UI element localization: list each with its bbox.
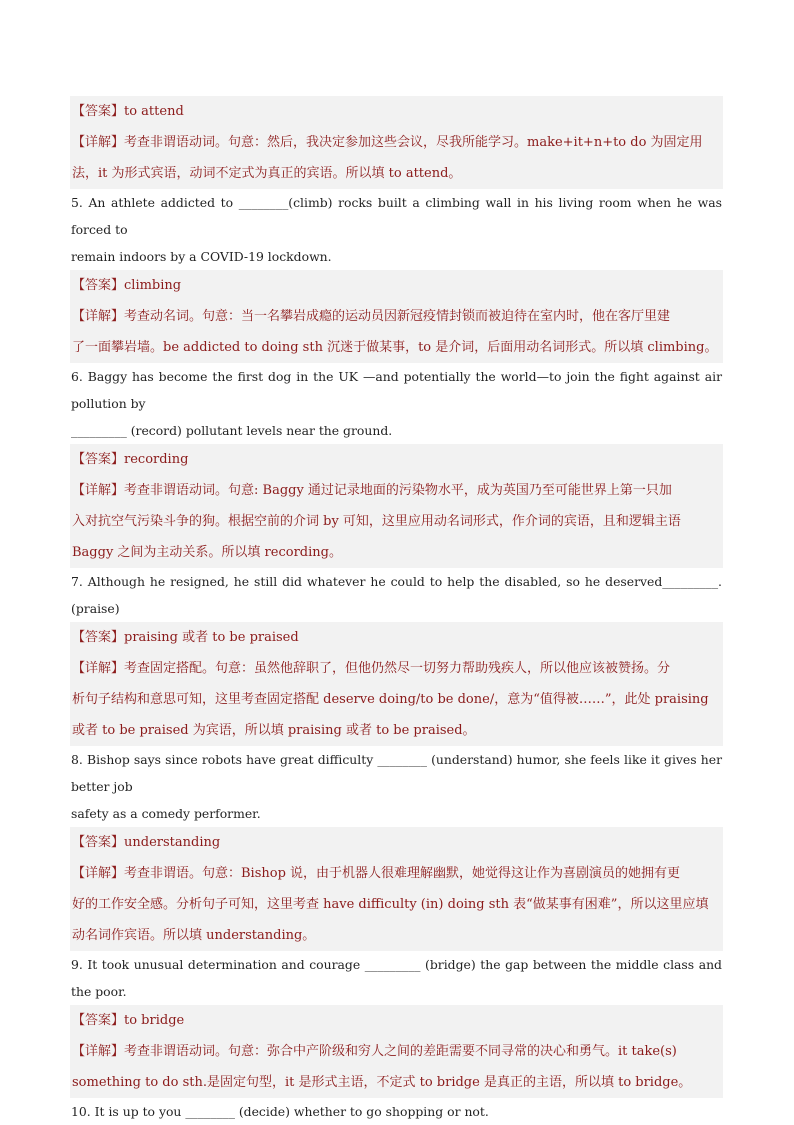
explanation-line: Baggy 之间为主动关系。所以填 recording。 — [72, 545, 342, 560]
answer-line: 【答案】praising 或者 to be praised — [72, 630, 299, 645]
answer-line: 【答案】climbing — [72, 278, 182, 293]
question-line: 5. An athlete addicted to ________(climb) rocks built a climbing wall in his living room when he was forced to — [71, 195, 722, 237]
answer-line: 【答案】recording — [72, 452, 189, 467]
question-line: safety as a comedy performer. — [71, 806, 261, 821]
explanation-line: 【详解】考查固定搭配。句意：虽然他辞职了，但他仍然尽一切努力帮助残疾人，所以他应该被赞扬。分 — [72, 661, 671, 676]
question-line: 6. Baggy has become the first dog in the UK —and potentially the world—to join the fight against air pollution by — [71, 369, 722, 411]
answer-line: 【答案】to bridge — [72, 1013, 185, 1028]
explanation-block — [70, 475, 723, 568]
explanation-line: 【详解】考查非谓语。句意：Bishop 说，由于机器人很难理解幽默，她觉得这让作为喜剧演员的她拥有更 — [72, 866, 681, 881]
question-line: 9. It took unusual determination and courage _________ (bridge) the gap between the middle class and the poor. — [71, 957, 722, 999]
answer-line: 【答案】understanding — [72, 835, 221, 850]
question-line: 10. It is up to you ________ (decide) whether to go shopping or not. — [71, 1104, 489, 1119]
question-line: 8. Bishop says since robots have great difficulty ________ (understand) humor, she feels like it gives her better job — [71, 752, 722, 794]
explanation-block — [70, 653, 723, 746]
question-line: remain indoors by a COVID-19 lockdown. — [71, 249, 332, 264]
explanation-line: 好的工作安全感。分析句子可知，这里考查 have difficulty (in) doing sth 表“做某事有困难”，所以这里应填 — [72, 897, 709, 912]
explanation-line: 法，it 为形式宾语，动词不定式为真正的宾语。所以填 to attend。 — [72, 166, 462, 181]
explanation-line: 了一面攀岩墙。be addicted to doing sth 沉迷于做某事，to 是介词，后面用动名词形式。所以填 climbing。 — [72, 340, 718, 355]
answer-block — [70, 1005, 723, 1036]
explanation-line: 【详解】考查非谓语动词。句意: Baggy 通过记录地面的污染物水平，成为英国乃至可能世界上第一只加 — [72, 483, 672, 498]
question-line: 7. Although he resigned, he still did whatever he could to help the disabled, so he deserved_________.(praise) — [71, 574, 722, 616]
question-line: _________ (record) pollutant levels near the ground. — [71, 423, 393, 438]
answer-block — [70, 96, 723, 127]
answer-block — [70, 444, 723, 475]
answer-block — [70, 827, 723, 858]
question-6 — [70, 363, 723, 444]
explanation-block — [70, 127, 723, 189]
explanation-line: something to do sth.是固定句型，it 是形式主语，不定式 to bridge 是真正的主语，所以填 to bridge。 — [72, 1075, 692, 1090]
explanation-line: 或者 to be praised 为宾语，所以填 praising 或者 to be praised。 — [72, 723, 476, 738]
explanation-block — [70, 1036, 723, 1098]
explanation-line: 动名词作宾语。所以填 understanding。 — [72, 928, 316, 943]
document-page — [70, 96, 723, 1125]
question-10 — [70, 1098, 723, 1125]
answer-line: 【答案】to attend — [72, 104, 184, 119]
explanation-block — [70, 858, 723, 951]
explanation-line: 【详解】考查非谓语动词。句意：然后，我决定参加这些会议，尽我所能学习。make+it+n+to do 为固定用 — [72, 135, 703, 150]
answer-block — [70, 622, 723, 653]
explanation-line: 【详解】考查动名词。句意：当一名攀岩成瘾的运动员因新冠疫情封锁而被迫待在室内时，他在客厅里建 — [72, 309, 671, 324]
answer-block — [70, 270, 723, 301]
explanation-line: 【详解】考查非谓语动词。句意：弥合中产阶级和穷人之间的差距需要不同寻常的决心和勇气。it take(s) — [72, 1044, 677, 1059]
question-5 — [70, 189, 723, 270]
explanation-line: 入对抗空气污染斗争的狗。根据空前的介词 by 可知，这里应用动名词形式，作介词的宾语，且和逻辑主语 — [72, 514, 681, 529]
explanation-line: 析句子结构和意思可知，这里考查固定搭配 deserve doing/to be done/，意为“值得被……”，此处 praising — [72, 692, 709, 707]
question-9 — [70, 951, 723, 1005]
question-8 — [70, 746, 723, 827]
explanation-block — [70, 301, 723, 363]
question-7 — [70, 568, 723, 622]
